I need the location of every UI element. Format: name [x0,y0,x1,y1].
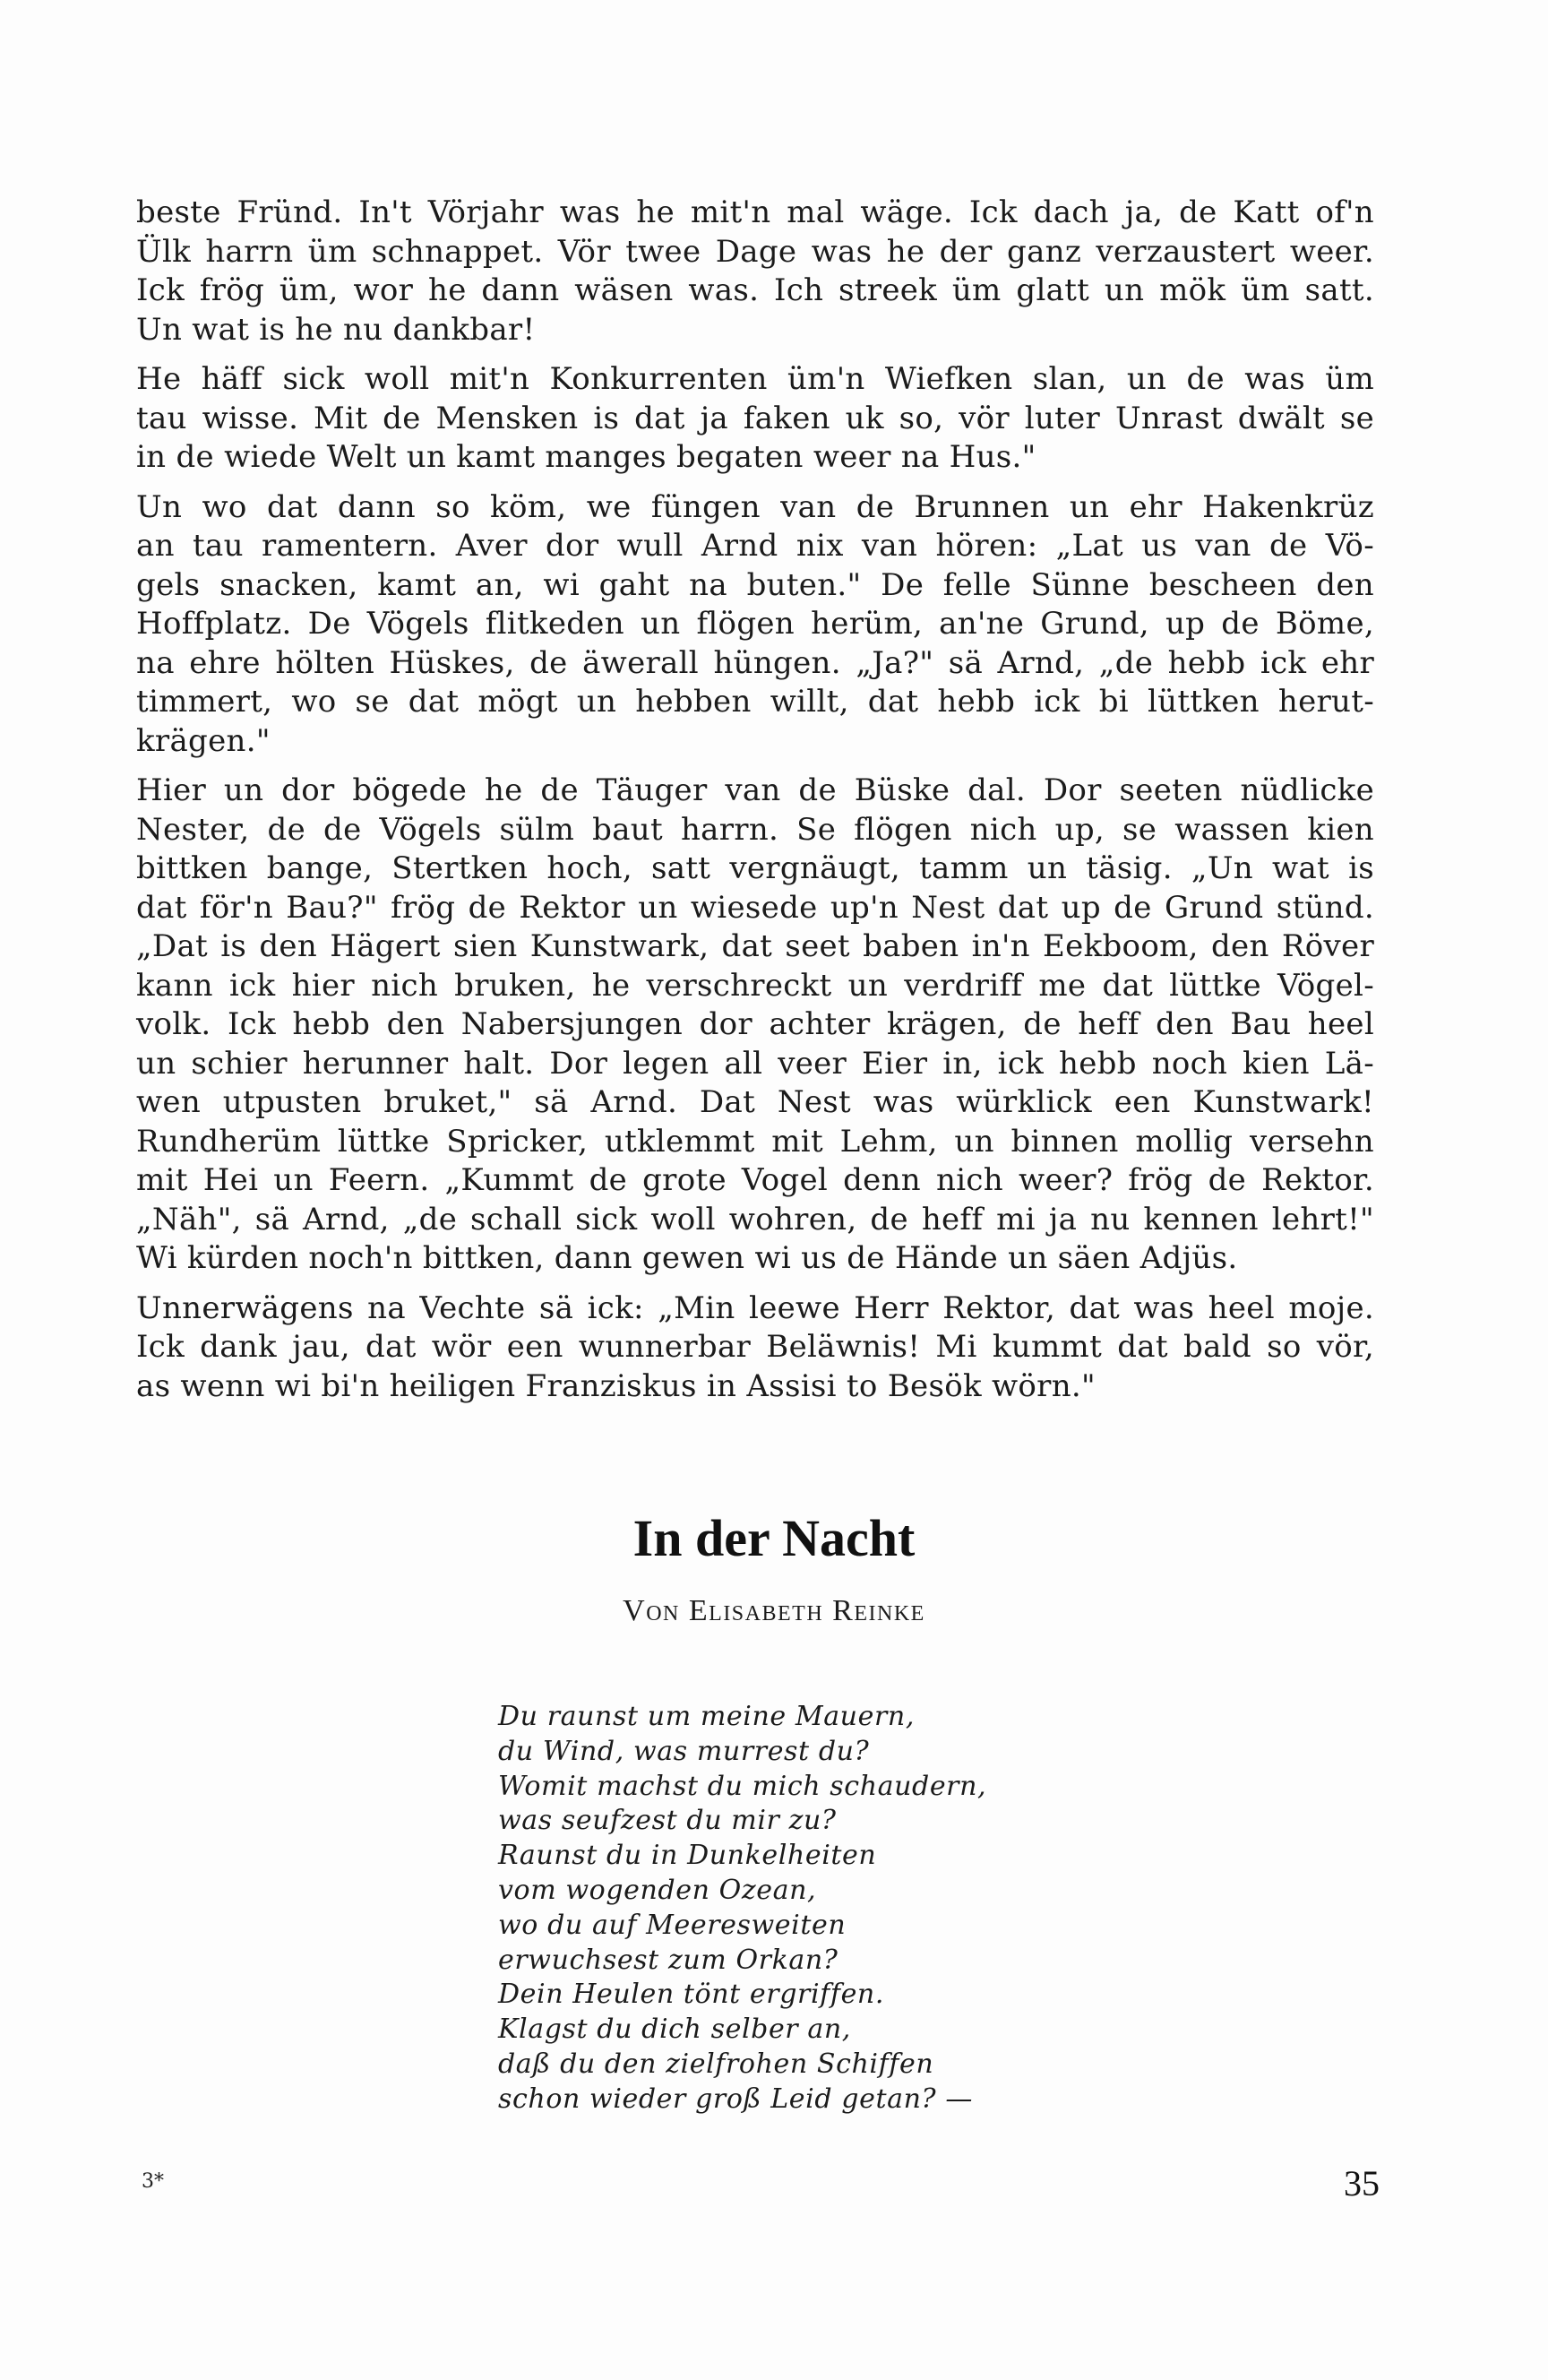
prose-text [136,194,1374,1417]
text-line: an tau ramentern. Aver dor wull Arnd nix van hören: „Lat us van de Vö- [136,528,1374,564]
poem-line: Klagst du dich selber an, [498,2014,851,2046]
poem-stanza [498,1700,986,2117]
text-line: „Dat is den Hägert sien Kunstwark, dat seet baben in'n Eekboom, den Röver [136,928,1374,964]
text-line: mit Hei un Feern. „Kummt de grote Vogel denn nich weer? frög de Rektor. [136,1162,1374,1198]
text-line: dat för'n Bau?" frög de Rektor un wiesede up'n Nest dat up de Grund stünd. [136,889,1374,926]
paragraph [136,360,1374,478]
page-number: 35 [1344,2163,1380,2203]
poem-line: was seufzest du mir zu? [498,1805,837,1837]
text-line: as wenn wi bi'n heiligen Franziskus in Assisi to Besök wörn." [136,1367,1096,1404]
poem-line: daß du den zielfrohen Schiffen [498,2048,934,2080]
text-line: timmert, wo se dat mögt un hebben willt, dat hebb ick bi lüttken herut- [136,684,1374,720]
poem-line: Womit machst du mich schaudern, [498,1770,987,1802]
text-line: Nester, de de Vögels sülm baut harrn. Se flögen nich up, se wassen kien [136,811,1374,848]
text-line: beste Fründ. In't Vörjahr was he mit'n mal wäge. Ick dach ja, de Katt of'n [136,194,1374,230]
text-line: wen utpusten bruket," sä Arnd. Dat Nest was würklick een Kunstwark! [136,1084,1374,1120]
text-line: un schier herunner halt. Dor legen all veer Eier in, ick hebb noch kien Lä- [136,1045,1374,1082]
text-line: Hoffplatz. De Vögels flitkeden un flögen herüm, an'ne Grund, up de Böme, [136,606,1374,642]
text-line: gels snacken, kamt an, wi gaht na buten." De felle Sünne beschеen den [136,566,1374,603]
paragraph [136,1289,1374,1407]
poem-line: Dein Heulen tönt ergriffen. [498,1979,884,2011]
text-line: na ehre hölten Hüskes, de äwerall hüngen. „Ja?" sä Arnd, „de hebb ick ehr [136,644,1374,681]
poem-line: Raunst du in Dunkelheiten [498,1840,877,1872]
text-line: bittken bange, Stertken hoch, satt vergnäugt, tamm un täsig. „Un wat is [136,850,1374,886]
poem-line: wo du auf Meeresweiten [498,1909,847,1941]
poem-byline: Von Elisabeth Reinke [623,1594,925,1627]
text-line: Hier un dor bögede he de Täuger van de Büske dal. Dor seeten nüdlicke [136,772,1374,808]
poem-line: erwuchsest zum Orkan? [498,1944,838,1976]
text-line: Wi kürden noch'n bittken, dann gewen wi us de Hände un säen Adjüs. [136,1240,1238,1276]
signature-mark: 3* [142,2170,164,2193]
text-line: Rundherüm lüttke Spricker, utklemmt mit Lehm, un binnen mollig versehn [136,1123,1374,1160]
text-line: kann ick hier nich bruken, he verschreckt un verdriff me dat lüttke Vögel- [136,967,1374,1004]
text-line: He häff sick woll mit'n Konkurrenten üm'n Wiefken slan, un de was üm [136,361,1374,397]
paragraph [136,194,1374,349]
poem-line: vom wogenden Ozean, [498,1874,817,1906]
text-line: volk. Ick hebb den Nabersjungen dor achter krägen, de heff den Bau heel [136,1006,1374,1042]
poem-line: Du raunst um meine Mauern, [498,1701,915,1732]
paragraph [136,772,1374,1279]
poem-title: In der Nacht [632,1509,916,1567]
text-line: Ülk harrn üm schnappet. Vör twee Dage was he der ganz verzaustert weer. [136,233,1374,270]
text-line: tau wisse. Mit de Mensken is dat ja faken uk so, vör luter Unrast dwält se [136,400,1374,436]
text-line: Ick dank jau, dat wör een wunnerbar Beläwnis! Mi kummt dat bald so vör, [136,1329,1374,1365]
text-line: krägen." [136,722,271,759]
text-line: Un wat is he nu dankbar! [136,311,536,348]
text-line: Ick frög üm, wor he dann wäsen was. Ich streek üm glatt un mök üm satt. [136,272,1374,308]
text-line: „Näh", sä Arnd, „de schall sick woll wohren, de heff mi ja nu kennen lehrt!" [136,1201,1374,1237]
text-line: Unnerwägens na Vechte sä ick: „Min leewe Herr Rektor, dat was heel moje. [136,1289,1374,1326]
paragraph [136,488,1374,762]
poem-line: schon wieder groß Leid getan? — [498,2082,973,2115]
poem-line: du Wind, was murrest du? [498,1735,870,1767]
text-line: in de wiede Welt un kamt manges begaten weer na Hus." [136,439,1036,475]
text-line: Un wo dat dann so köm, we füngen van de Brunnen un ehr Hakenkrüz [136,488,1374,525]
